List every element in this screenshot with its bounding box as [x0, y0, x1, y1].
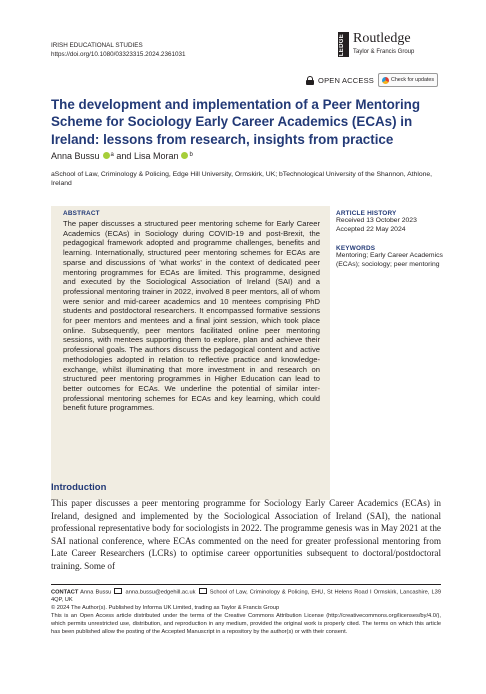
accepted-date: Accepted 22 May 2024 [336, 225, 406, 233]
keywords-heading: KEYWORDS [336, 245, 376, 252]
abstract-heading: ABSTRACT [63, 210, 100, 217]
routledge-mark-icon: ROUTLEDGE [338, 32, 349, 57]
check-for-updates-label: Check for updates [391, 77, 434, 83]
affiliation-marker: a [110, 152, 114, 158]
abstract-text: The paper discusses a structured peer mentoring scheme for Early Career Academics (ECAs) in Sociology during COVID-19 and post-Brexit, the pedagogical framework adopted and programme challenges, benefits and learning. Internationally, structured peer mentoring schemes for ECAs are sparse and discussions of 'what works' in the context of dedicated peer mentoring programmes for ECAs are limited. This programme, designed and executed by the Sociological Association of Ireland (SAI) and a professional mentoring trainer in 2022, involved 8 peer mentors, all of whom were senior and mid-career academics and 10 mentees comprising PhD students and postdoctoral researchers. It encompassed formative sessions for peer mentors and mentees and a final joint session, which took place online. Subsequently, peer mentors facilitated online peer mentoring sessions, with mentees supporting them to explore, plan and achieve their professional goals. The authors discuss the pedagogical content and active methodologies adopted in relation to reflective practice and knowledge-exchange, whilst illuminating that more investment in and research on structured peer mentoring programmes in Higher Education can lead to better outcomes for ECAs. We underline the potential of similar inter-professional mentoring schemes for ECAs and key learning, which could benefit future programmes. [63, 219, 320, 413]
contact-line [51, 588, 441, 605]
doi-link[interactable]: https://doi.org/10.1080/03323315.2024.2361031 [51, 50, 186, 58]
affiliation-marker: b [189, 152, 193, 158]
crossmark-icon [382, 77, 389, 84]
open-lock-icon [306, 76, 314, 85]
keywords-text: Mentoring; Early Career Academics (ECAs); sociology; peer mentoring [336, 252, 443, 268]
open-access-row [306, 73, 438, 87]
article-history-heading: ARTICLE HISTORY [336, 210, 397, 217]
author-line [51, 150, 193, 162]
publisher-name: Routledge [353, 31, 411, 46]
open-access-label: OPEN ACCESS [318, 75, 374, 85]
contact-label: CONTACT [51, 589, 79, 596]
journal-name: IRISH EDUCATIONAL STUDIES [51, 42, 143, 49]
author-name[interactable]: Lisa Moran [133, 151, 179, 161]
author-name[interactable]: Anna Bussu [51, 151, 100, 161]
footer-notes [51, 588, 441, 637]
email-icon [114, 588, 122, 594]
section-heading: Introduction [51, 482, 107, 493]
article-title: The development and implementation of a Peer Mentoring Scheme for Sociology Early Career Academics (ECAs) in Ireland: lessons from research, insights from practice [51, 97, 421, 147]
license-text: This is an Open Access article distributed under the terms of the Creative Commons Attribution License (http://creativecommons.org/licenses/by/4.0/), which permits unrestricted use, distribution, and reproduction in any medium, provided the original work is properly cited. The terms on which this article has been published allow the posting of the Accepted Manuscript in a repository by the author(s) or with their consent. [51, 613, 441, 636]
contact-name: Anna Bussu [80, 589, 112, 596]
publisher-subtitle: Taylor & Francis Group [353, 49, 415, 55]
address-icon [199, 588, 207, 594]
footer-divider [51, 584, 441, 585]
keywords [336, 245, 446, 269]
contact-email[interactable]: anna.bussu@edgehill.ac.uk [125, 589, 196, 596]
journal-header [51, 42, 185, 59]
orcid-icon[interactable] [103, 152, 110, 159]
author-conjunction: and [116, 151, 132, 161]
received-date: Received 13 October 2023 [336, 217, 417, 224]
affiliations: aSchool of Law, Criminology & Policing, Edge Hill University, Ormskirk, UK; bTechnological University of the Shannon, Athlone, Ireland [51, 171, 433, 188]
routledge-logo [338, 31, 438, 75]
check-for-updates-button[interactable] [378, 73, 438, 87]
article-history [336, 210, 446, 234]
copyright-line: © 2024 The Author(s). Published by Informa UK Limited, trading as Taylor & Francis Group [51, 605, 280, 612]
orcid-icon[interactable] [181, 152, 188, 159]
contact-address: School of Law, Criminology & Policing, EHU, St Helens Road I Ormskirk, Lancashire, L39 4QP, UK [51, 589, 441, 604]
introduction-text: This paper discusses a peer mentoring programme for Sociology Early Career Academics (ECAs) in Ireland, designed and implemented by the Sociological Association of Ireland (SAI), the national professional representative body for sociologists in 2022. The programme genesis was in May 2021 at the SAI national conference, where ECAs commented on the need for greater professional mentoring from Late Career Researchers (LCRs) to optimise career opportunities subsequent to doctoral/postdoctoral training. Some of [51, 498, 441, 571]
